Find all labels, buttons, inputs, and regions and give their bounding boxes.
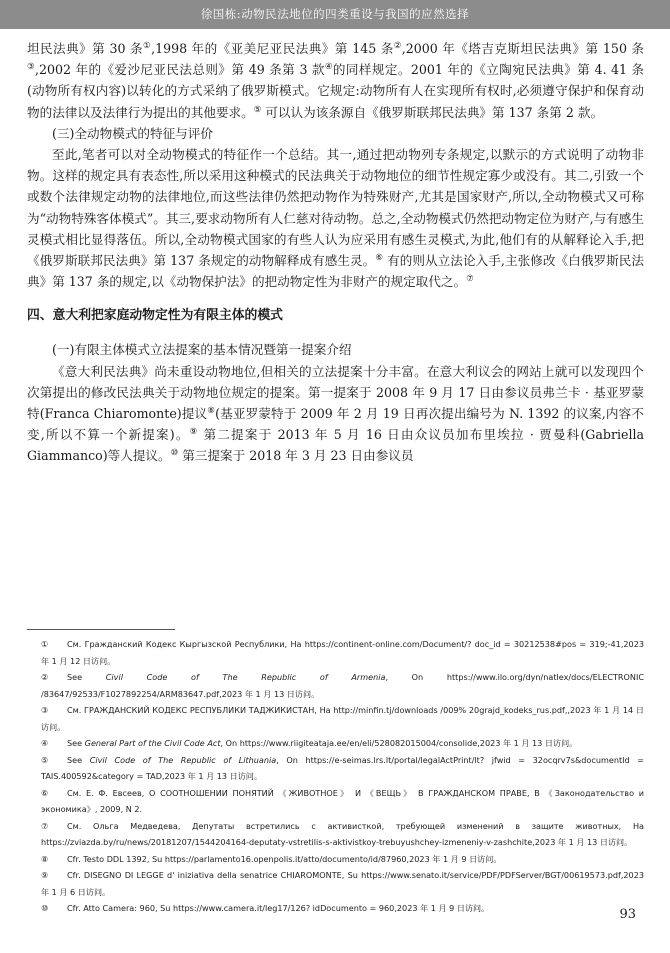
footnote-ref-6[interactable]: ⑥ bbox=[375, 252, 384, 263]
page-number: 93 bbox=[619, 907, 636, 922]
footnote: ⑥ См. Е. Ф. Евсеев, О СООТНОШЕНИИ ПОНЯТИЙ 《ЖИВОТНОЕ》 И 《ВЕЩЬ》 В ГРАЖДАНСКОМ ПРАВЕ, В 《Законодательство и экономика》, 2009, N 2. bbox=[41, 787, 644, 814]
footnote: ⑧ Cfr. Testo DDL 1392, Su https://parlamento16.openpolis.it/atto/documento/id/87960,2023 年 1 月 9 日访问。 bbox=[41, 853, 502, 864]
paragraph-1: 坦民法典》第 30 条①,1998 年的《亚美尼亚民法典》第 145 条②,2000 年《塔吉克斯坦民法典》第 150 条③,2002 年的《爱沙尼亚民法总则》第 49 条第 3 款④的同样规定。2001 年的《立陶宛民法典》第 4. 41 条(动物所有权内容)以转化的方式采纳了俄罗斯模式。它规定:动物所有人在实现所有权时,必须遵守保护和保育动物的法律以及法律行为提出的其他要求。⑤ 可以认为该条源自《俄罗斯联邦民法典》第 137 条第 2 款。 bbox=[27, 40, 644, 120]
main-text bbox=[27, 38, 644, 467]
footnote-ref-4[interactable]: ④ bbox=[324, 62, 333, 73]
footnote: ⑩ Cfr. Atto Camera: 960, Su https://www.camera.it/leg17/126? idDocumento = 960,2023 年 1 月 9 日访问。 bbox=[41, 903, 490, 913]
footnote-ref-10[interactable]: ⑩ bbox=[170, 448, 179, 459]
footnote-ref-8[interactable]: ⑧ bbox=[207, 405, 216, 416]
footnote-ref-2[interactable]: ② bbox=[393, 40, 402, 51]
footnote: ⑨ Cfr. DISEGNO DI LEGGE d' iniziativa della senatrice CHIAROMONTE, Su https://www.senato.it/service/PDF/PDFServer/BGT/00619573.pdf,2023 年 1 月 6 日访问。 bbox=[41, 870, 644, 897]
footnote-divider bbox=[27, 629, 175, 630]
footnote: ② See Civil Code of The Republic of Armenia, On https://www.ilo.org/dyn/natlex/docs/ELECTRONIC /83647/92533/F1027892254/ARM83647.pdf,2023 年 1 月 13 日访问。 bbox=[41, 672, 644, 699]
subsection-heading-3: (三)全动物模式的特征与评价 bbox=[52, 125, 213, 141]
footnotes bbox=[27, 636, 644, 917]
subsection-heading-4-1: (一)有限主体模式立法提案的基本情况暨第一提案介绍 bbox=[52, 342, 352, 358]
footnote-ref-1[interactable]: ① bbox=[143, 40, 152, 51]
footnote: ⑤ See Civil Code of The Republic of Lithuania, On https://e-seimas.lrs.lt/portal/legalActPrint/lt? jfwid = 32ocqrv7s&documentId = TAIS.400592&category = TAD,2023 年 1 月 13 日访问。 bbox=[41, 754, 645, 781]
footnote-ref-7[interactable]: ⑦ bbox=[466, 274, 474, 285]
paragraph-2: 至此,笔者可以对全动物模式的特征作一个总结。其一,通过把动物列专条规定,以默示的方式说明了动物非物。这样的规定具有表态性,所以采用这种模式的民法典关于动物地位的细节性规定寡少或没有。其二,引致一个或数个法律规定动物的法律地位,而这些法律仍然把动物作为特殊财产,尤其是国家财产,所以,全动物模式又可称为“动物特殊客体模式”。其三,要求动物所有人仁慈对待动物。总之,全动物模式仍然把动物定位为财产,与有感生灵模式相比显得落伍。所以,全动物模式国家的有些人认为应采用有感生灵模式,为此,他们有的从解释论入手,把《俄罗斯联邦民法典》第 137 条规定的动物解释成有感生灵。⑥ 有的则从立法论入手,主张修改《白俄罗斯民法典》第 137 条的规定,以《动物保护法》的把动物定性为非财产的规定取代之。⑦ bbox=[27, 147, 645, 290]
footnote: ① См. Гражданский Кодекс Кыргызской Республики, На https://continent-online.com/Document/? doc_id = 30212538#pos = 319;-41,2023 年 1 月 12 日访问。 bbox=[41, 639, 644, 666]
paragraph-3: 《意大利民法典》尚未重设动物地位,但相关的立法提案十分丰富。在意大利议会的网站上就可以发现四个次第提出的修改民法典关于动物地位规定的提案。第一提案于 2008 年 9 月 17 日由参议员弗兰卡 · 基亚罗蒙特(Franca Chiaromonte)提议⑧(基亚罗蒙特于 2009 年 2 月 19 日再次提出编号为 N. 1392 的议案,内容不变,所以不算一个新提案)。⑨ 第二提案于 2013 年 5 月 16 日由众议员加布里埃拉 · 贾曼科(Gabriella Giammanco)等人提议。⑩ 第三提案于 2018 年 3 月 23 日由参议员 bbox=[27, 363, 645, 464]
running-title: 徐国栋:动物民法地位的四类重设与我国的应然选择 bbox=[200, 7, 470, 21]
footnote: ③ См. ГРАЖДАНСКИЙ КОДЕКС РЕСПУБЛИКИ ТАДЖИКИСТАН, На http://minfin.tj/downloads /009% 20grajd_kodeks_rus.pdf,,2023 年 1 月 14 日访问。 bbox=[41, 705, 644, 732]
footnote: ④ See General Part of the Civil Code Act, On https://www.riigiteataja.ee/en/eli/528082015004/consolide,2023 年 1 月 13 日访问。 bbox=[41, 738, 578, 748]
section-heading-4: 四、意大利把家庭动物定性为有限主体的模式 bbox=[27, 308, 283, 324]
footnote-ref-5[interactable]: ⑤ bbox=[253, 104, 262, 115]
footnote-ref-3[interactable]: ③ bbox=[27, 62, 36, 73]
running-header bbox=[0, 0, 670, 29]
footnote-ref-9[interactable]: ⑨ bbox=[189, 427, 199, 438]
footnote: ⑦ См. Ольга Медведева, Депутаты встретились с активисткой, требующей изменений в защите животных, На https://zviazda.by/ru/news/20181207/1544204164-deputaty-vstretilis-s-aktivistkoy-trebuyushchey-izmeneniy-v-zashchite,2023 年 1 月 13 日访问。 bbox=[41, 820, 644, 847]
